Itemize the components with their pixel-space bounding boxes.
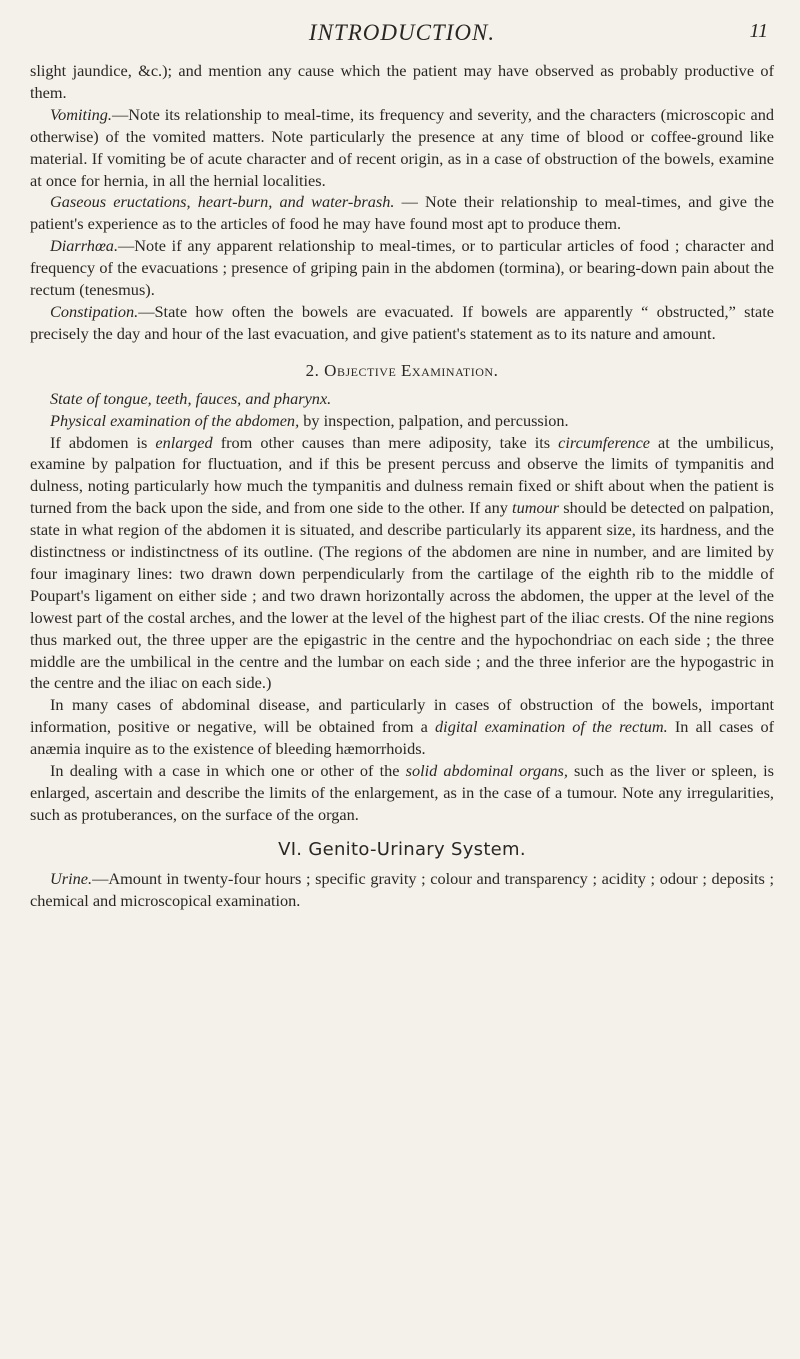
text-run: In many cases of abdominal disease, and particularly in cases of obstruction of the bowels, important information, positive or negative, will be obtained from a	[30, 695, 774, 737]
paragraph-constipation	[30, 301, 774, 345]
paragraph-gaseous	[30, 191, 774, 235]
page-body	[30, 60, 774, 912]
italic-run: circumference	[558, 432, 651, 452]
italic-run: enlarged	[155, 432, 213, 452]
running-head	[30, 8, 774, 60]
paragraph-lead: Urine.	[50, 868, 93, 888]
paragraph-diarrhoea	[30, 235, 774, 301]
paragraph-lead: Vomiting.	[50, 104, 112, 124]
paragraph-lead: Diarrhœa.	[50, 236, 119, 256]
text-run: from other causes than mere adiposity, take its	[212, 432, 559, 452]
paragraph-text: by inspection, palpation, and percussion.	[299, 410, 569, 430]
section-heading-genito-urinary: VI. Genito-Urinary System.	[278, 838, 526, 860]
paragraph-text: —Note its relationship to meal-time, its frequency and severity, and the characters (microscopic and otherwise) of the vomited matters. Note particularly the presence at any time of blood or coffee-ground like material. If vomiting be of acute character and of recent origin, as in a case of obstruction of the bowels, examine at once for hernia, in all the hernial localities.	[30, 104, 774, 190]
text-run: In all cases of anæmia inquire as to the existence of bleeding hæmorrhoids.	[30, 717, 775, 759]
paragraph-lead: Physical examination of the abdomen,	[50, 410, 300, 430]
paragraph-state-of-tongue	[30, 388, 774, 410]
running-title: INTRODUCTION.	[308, 20, 496, 45]
paragraph-text: slight jaundice, &c.); and mention any cause which the patient may have observed as probably productive of them.	[30, 61, 774, 102]
paragraph-lead: Constipation.	[50, 301, 139, 321]
paragraph-enlarged-abdomen	[30, 432, 774, 695]
paragraph-text: —Note if any apparent relationship to meal-times, or to particular articles of food ; character and frequency of the evacuations ; presence of griping pain in the abdomen (tormina), or bearing-down pain about the rectum (tenesmus).	[30, 236, 774, 300]
paragraph-continued	[30, 60, 774, 104]
italic-run: digital examination of the rectum.	[435, 717, 668, 737]
subheading-italic: State of tongue, teeth, fauces, and pharynx.	[50, 388, 332, 408]
text-run: such as the liver or spleen, is enlarged, ascertain and describe the limits of the enlargement, as in the case of a tumour. Note any irregularities, such as protuberances, on the surface of the organ.	[30, 761, 774, 824]
text-run: If abdomen is	[50, 432, 156, 452]
text-run: at the umbilicus, examine by palpation for fluctuation, and if this be present percuss and observe the limits of tympanitis and dulness, noting particularly how much the tympanitis and dulness remain fixed or shift about when the patient is turned from the back upon the side, and from one side to the other. If any	[30, 432, 774, 518]
italic-run: tumour	[512, 498, 560, 518]
paragraph-physical-exam	[30, 410, 774, 432]
paragraph-lead: Gaseous eructations, heart-burn, and water-brash.	[50, 192, 395, 212]
italic-run: solid abdominal organs,	[405, 761, 568, 781]
text-run: should be detected on palpation, state in what region of the abdomen it is situated, and describe particularly its apparent size, its hardness, and the distinctness or indistinctness of its outline. (The regions of the abdomen are nine in number, and are limited by four imaginary lines: two drawn down perpendicularly from the cartilage of the eighth rib to the middle of Poupart's ligament on either side ; and two drawn horizontally across the abdomen, the upper at the level of the lowest part of the costal arches, and the lower at the level of the highest part of the iliac crests. Of the nine regions thus marked out, the three upper are the epigastric in the centre and the hypochondriac on each side ; the three middle are the umbilical in the centre and the lumbar on each side ; and the three inferior are the hypogastric in the centre and the iliac on each side.)	[30, 498, 774, 693]
text-run: In dealing with a case in which one or other of the	[50, 761, 406, 781]
paragraph-rectal-exam	[30, 694, 774, 760]
paragraph-text: —Amount in twenty-four hours ; specific gravity ; colour and transparency ; acidity ; odour ; deposits ; chemical and microscopical examination.	[30, 868, 774, 910]
page-number: 11	[749, 20, 768, 42]
paragraph-solid-organs	[30, 760, 774, 826]
paragraph-text: —State how often the bowels are evacuated. If bowels are apparently “ obstructed,” state precisely the day and hour of the last evacuation, and give patient's statement as to its nature and amount.	[30, 301, 774, 343]
paragraph-urine	[30, 868, 774, 912]
paragraph-text: — Note their relationship to meal-times, and give the patient's experience as to the articles of food he may have found most apt to produce them.	[30, 192, 775, 234]
section-heading-objective: 2. Objective Examination.	[305, 360, 499, 380]
paragraph-vomiting	[30, 104, 774, 192]
